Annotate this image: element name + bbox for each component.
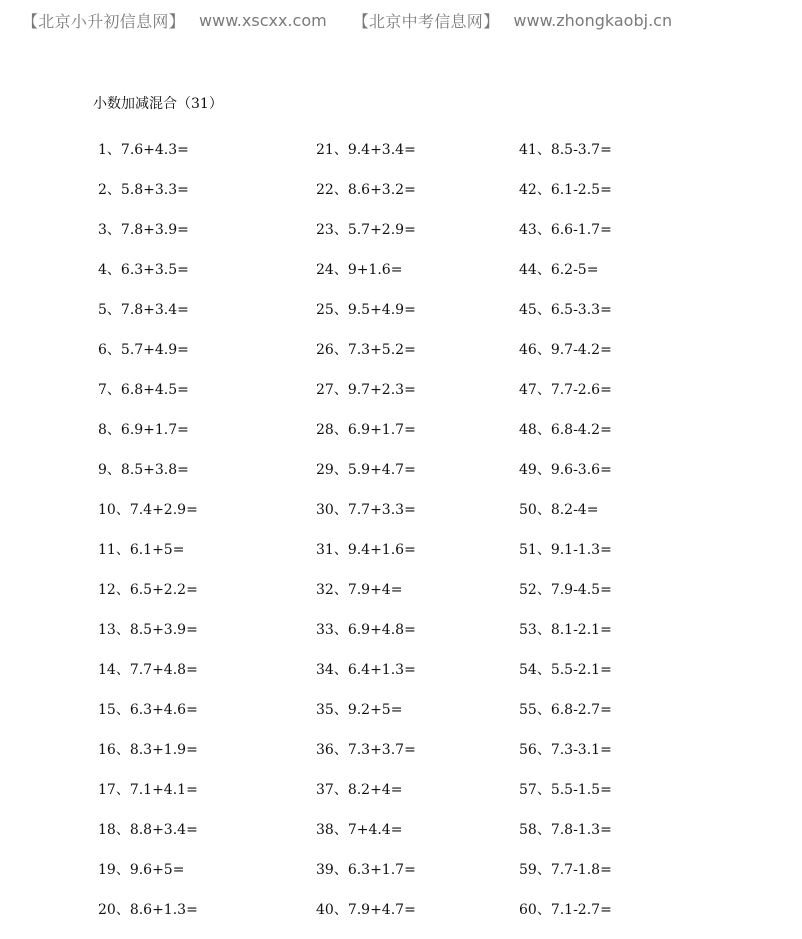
problem-item: 47、7.7-2.6=: [519, 382, 612, 398]
problem-row: [98, 699, 738, 739]
problem-row: [98, 419, 738, 459]
problem-row: [98, 659, 738, 699]
problem-item: 14、7.7+4.8=: [98, 662, 198, 678]
problem-item: 30、7.7+3.3=: [316, 502, 416, 518]
problem-item: 59、7.7-1.8=: [519, 862, 612, 878]
problem-item: 29、5.9+4.7=: [316, 462, 416, 478]
problem-item: 36、7.3+3.7=: [316, 742, 416, 758]
problem-item: 22、8.6+3.2=: [316, 182, 416, 198]
problem-item: 51、9.1-1.3=: [519, 542, 612, 558]
problem-item: 52、7.9-4.5=: [519, 582, 612, 598]
problem-item: 1、7.6+4.3=: [98, 142, 189, 158]
problem-item: 35、9.2+5=: [316, 702, 403, 718]
problem-row: [98, 139, 738, 179]
header-brand-xiaoshengchu: 【北京小升初信息网】: [22, 11, 186, 31]
problem-item: 25、9.5+4.9=: [316, 302, 416, 318]
problem-row: [98, 739, 738, 779]
problem-item: 31、9.4+1.6=: [316, 542, 416, 558]
problem-item: 53、8.1-2.1=: [519, 622, 612, 638]
problem-item: 16、8.3+1.9=: [98, 742, 198, 758]
problem-item: 8、6.9+1.7=: [98, 422, 189, 438]
problem-item: 19、9.6+5=: [98, 862, 185, 878]
problem-item: 17、7.1+4.1=: [98, 782, 198, 798]
problem-item: 54、5.5-2.1=: [519, 662, 612, 678]
problem-item: 46、9.7-4.2=: [519, 342, 612, 358]
problem-item: 56、7.3-3.1=: [519, 742, 612, 758]
problem-item: 42、6.1-2.5=: [519, 182, 612, 198]
problem-row: [98, 579, 738, 619]
page-header: [22, 8, 672, 32]
problem-item: 58、7.8-1.3=: [519, 822, 612, 838]
problem-item: 7、6.8+4.5=: [98, 382, 189, 398]
problem-item: 9、8.5+3.8=: [98, 462, 189, 478]
problem-row: [98, 219, 738, 259]
problem-item: 6、5.7+4.9=: [98, 342, 189, 358]
problem-item: 24、9+1.6=: [316, 262, 403, 278]
problem-item: 10、7.4+2.9=: [98, 502, 198, 518]
problem-row: [98, 539, 738, 579]
problem-row: [98, 379, 738, 419]
problem-item: 43、6.6-1.7=: [519, 222, 612, 238]
problem-grid: [98, 139, 738, 939]
problem-item: 34、6.4+1.3=: [316, 662, 416, 678]
problem-item: 60、7.1-2.7=: [519, 902, 612, 918]
problem-item: 3、7.8+3.9=: [98, 222, 189, 238]
problem-item: 11、6.1+5=: [98, 542, 185, 558]
problem-item: 48、6.8-4.2=: [519, 422, 612, 438]
header-brand-zhongkao: 【北京中考信息网】: [352, 11, 500, 31]
problem-item: 28、6.9+1.7=: [316, 422, 416, 438]
problem-item: 18、8.8+3.4=: [98, 822, 198, 838]
problem-item: 40、7.9+4.7=: [316, 902, 416, 918]
problem-item: 44、6.2-5=: [519, 262, 599, 278]
problem-item: 2、5.8+3.3=: [98, 182, 189, 198]
problem-item: 50、8.2-4=: [519, 502, 599, 518]
problem-item: 4、6.3+3.5=: [98, 262, 189, 278]
problem-row: [98, 459, 738, 499]
problem-item: 38、7+4.4=: [316, 822, 403, 838]
problem-item: 26、7.3+5.2=: [316, 342, 416, 358]
problem-row: [98, 779, 738, 819]
problem-item: 5、7.8+3.4=: [98, 302, 189, 318]
problem-item: 41、8.5-3.7=: [519, 142, 612, 158]
problem-item: 21、9.4+3.4=: [316, 142, 416, 158]
problem-row: [98, 299, 738, 339]
problem-item: 32、7.9+4=: [316, 582, 403, 598]
problem-item: 27、9.7+2.3=: [316, 382, 416, 398]
problem-item: 55、6.8-2.7=: [519, 702, 612, 718]
problem-row: [98, 259, 738, 299]
problem-item: 33、6.9+4.8=: [316, 622, 416, 638]
problem-item: 49、9.6-3.6=: [519, 462, 612, 478]
problem-item: 15、6.3+4.6=: [98, 702, 198, 718]
header-link-xscxx[interactable]: www.xscxx.com: [199, 10, 327, 30]
problem-item: 45、6.5-3.3=: [519, 302, 612, 318]
problem-item: 13、8.5+3.9=: [98, 622, 198, 638]
worksheet-title: 小数加减混合（31）: [93, 96, 223, 112]
header-link-zhongkaobj[interactable]: www.zhongkaobj.cn: [513, 10, 673, 30]
problem-row: [98, 819, 738, 859]
problem-item: 39、6.3+1.7=: [316, 862, 416, 878]
problem-row: [98, 899, 738, 939]
problem-item: 20、8.6+1.3=: [98, 902, 198, 918]
problem-row: [98, 619, 738, 659]
problem-row: [98, 339, 738, 379]
problem-item: 12、6.5+2.2=: [98, 582, 198, 598]
problem-row: [98, 859, 738, 899]
problem-item: 37、8.2+4=: [316, 782, 403, 798]
problem-row: [98, 179, 738, 219]
problem-row: [98, 499, 738, 539]
problem-item: 57、5.5-1.5=: [519, 782, 612, 798]
problem-item: 23、5.7+2.9=: [316, 222, 416, 238]
